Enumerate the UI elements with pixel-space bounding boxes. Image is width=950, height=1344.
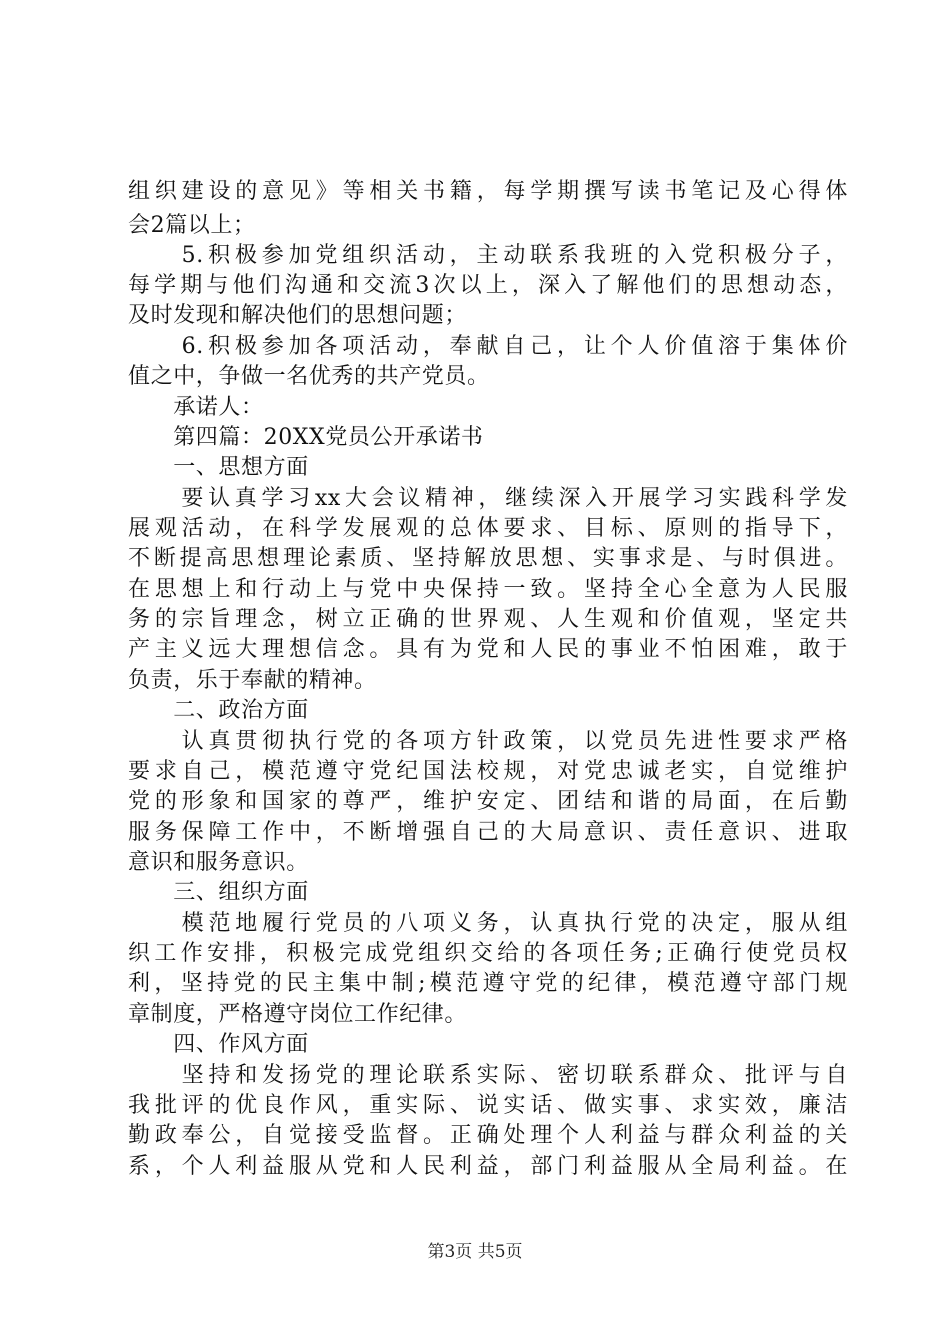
text-line: 产主义远大理想信念。具有为党和人民的事业不怕困难，敢于 bbox=[128, 637, 848, 662]
text-line: 服务保障工作中，不断增强自己的大局意识、责任意识、进取 bbox=[128, 820, 848, 845]
text-line: 会2篇以上； bbox=[128, 213, 256, 238]
text-line: 利，坚持党的民主集中制;模范遵守党的纪律，模范遵守部门规 bbox=[128, 971, 848, 996]
section-heading: 二、政治方面 bbox=[128, 698, 309, 723]
text-line: 织工作安排，积极完成党组织交给的各项任务;正确行使党员权 bbox=[128, 941, 848, 966]
text-line: 意识和服务意识。 bbox=[128, 850, 309, 875]
text-line: 负责，乐于奉献的精神。 bbox=[128, 668, 377, 693]
text-line: 6.积极参加各项活动，奉献自己，让个人价值溶于集体价 bbox=[128, 334, 848, 359]
text-line: 模范地履行党员的八项义务，认真执行党的决定，服从组 bbox=[128, 911, 848, 936]
text-line: 务的宗旨理念，树立正确的世界观、人生观和价值观，坚定共 bbox=[128, 607, 848, 632]
text-line: 第四篇：20XX党员公开承诺书 bbox=[128, 425, 484, 450]
page-number-footer: 第3页 共5页 bbox=[427, 1242, 523, 1262]
text-line: 党的形象和国家的尊严，维护安定、团结和谐的局面，在后勤 bbox=[128, 789, 848, 814]
text-line: 组织建设的意见》等相关书籍，每学期撰写读书笔记及心得体 bbox=[128, 179, 848, 204]
section-heading: 一、思想方面 bbox=[128, 455, 309, 480]
text-line: 每学期与他们沟通和交流3次以上，深入了解他们的思想动态， bbox=[128, 273, 848, 298]
text-line: 要求自己，模范遵守党纪国法校规，对党忠诚老实，自觉维护 bbox=[128, 759, 848, 784]
text-line: 要认真学习xx大会议精神，继续深入开展学习实践科学发 bbox=[128, 486, 848, 511]
text-line: 我批评的优良作风，重实际、说实话、做实事、求实效，廉洁 bbox=[128, 1093, 848, 1118]
text-line: 不断提高思想理论素质、坚持解放思想、实事求是、与时俱进。 bbox=[128, 546, 848, 571]
text-line: 承诺人： bbox=[128, 395, 264, 420]
text-line: 值之中，争做一名优秀的共产党员。 bbox=[128, 364, 490, 389]
text-line: 认真贯彻执行党的各项方针政策，以党员先进性要求严格 bbox=[128, 729, 848, 754]
section-heading: 四、作风方面 bbox=[128, 1032, 309, 1057]
text-line: 坚持和发扬党的理论联系实际、密切联系群众、批评与自 bbox=[128, 1063, 848, 1088]
section-heading: 三、组织方面 bbox=[128, 880, 309, 905]
text-line: 系，个人利益服从党和人民利益，部门利益服从全局利益。在 bbox=[128, 1154, 848, 1179]
text-line: 勤政奉公，自觉接受监督。正确处理个人利益与群众利益的关 bbox=[128, 1123, 848, 1148]
text-line: 在思想上和行动上与党中央保持一致。坚持全心全意为人民服 bbox=[128, 577, 848, 602]
text-line: 展观活动，在科学发展观的总体要求、目标、原则的指导下， bbox=[128, 516, 848, 541]
text-line: 及时发现和解决他们的思想问题； bbox=[128, 303, 468, 328]
text-line: 章制度，严格遵守岗位工作纪律。 bbox=[128, 1002, 468, 1027]
text-line: 5.积极参加党组织活动，主动联系我班的入党积极分子， bbox=[128, 243, 848, 268]
